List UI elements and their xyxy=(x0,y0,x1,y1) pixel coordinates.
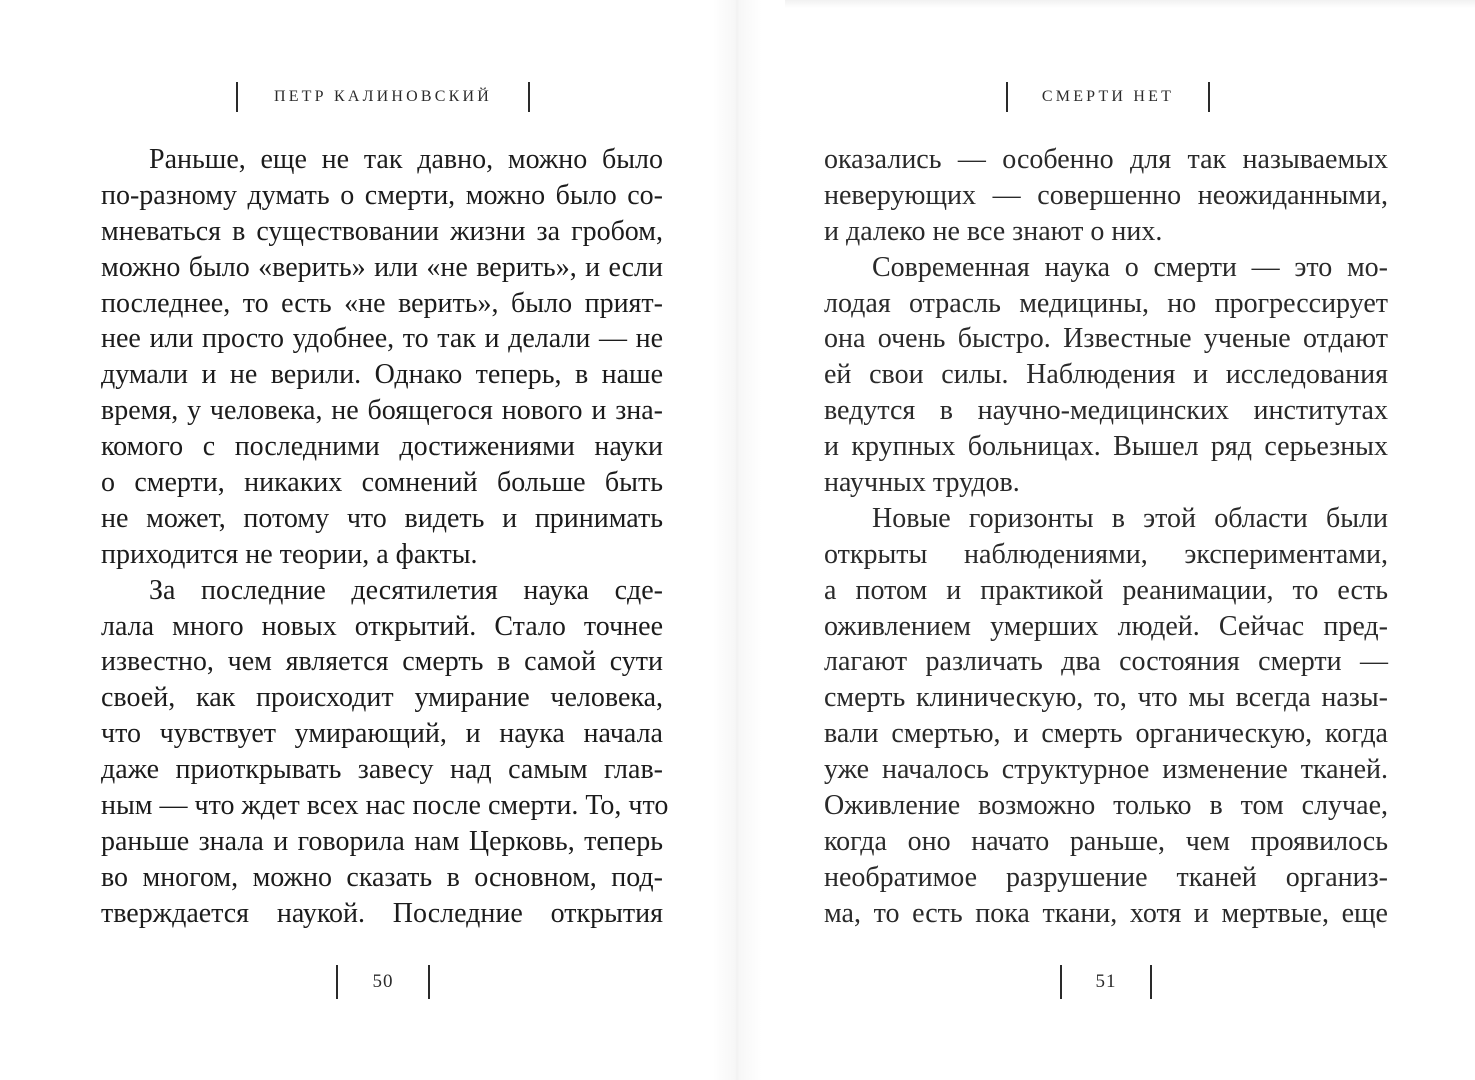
text-line: и далеко не все знают о них. xyxy=(824,215,1163,247)
text-line: уже началось структурное изменение тканей. xyxy=(824,754,1388,786)
text-line: Современная наука о смерти — это мо- xyxy=(872,251,1388,283)
text-line: она очень быстро. Известные ученые отдают xyxy=(824,323,1388,355)
text-line: время, у человека, не боящегося нового и зна- xyxy=(101,395,663,427)
text-line: что чувствует умирающий, и наука начала xyxy=(101,718,663,750)
ornament-bar xyxy=(1208,82,1210,112)
page-number xyxy=(1060,964,1152,1000)
text-line: оживлением умерших людей. Сейчас пред- xyxy=(824,610,1388,642)
text-line: ведутся в научно-медицинских институтах xyxy=(824,395,1388,427)
text-line: Раньше, еще не так давно, можно было xyxy=(149,144,663,175)
text-line: ма, то есть пока ткани, хотя и мертвые, еще xyxy=(824,897,1388,929)
text-line: по-разному думать о смерти, можно было со- xyxy=(101,179,663,211)
text-line: ным — что ждет всех нас после смерти. То, что xyxy=(101,790,669,822)
text-line: когда оно начато раньше, чем проявилось xyxy=(824,825,1388,857)
text-line: во многом, можно сказать в основном, под- xyxy=(101,861,663,893)
text-line: а потом и практикой реанимации, то есть xyxy=(824,574,1388,606)
text-line: раньше знала и говорила нам Церковь, теперь xyxy=(101,825,663,857)
text-line: лала много новых открытий. Стало точнее xyxy=(101,610,663,642)
running-head xyxy=(1006,80,1210,114)
text-line: открыты наблюдениями, экспериментами, xyxy=(824,538,1388,570)
page-number-value: 51 xyxy=(1095,971,1117,992)
left-page xyxy=(0,0,737,1080)
text-line: известно, чем является смерть в самой сути xyxy=(101,646,663,678)
text-line: Новые горизонты в этой области были xyxy=(872,502,1388,534)
text-line: нее или просто удобнее, то так и делали — не xyxy=(101,323,663,355)
text-line: не может, потому что видеть и принимать xyxy=(101,502,663,534)
text-line: думали и не верили. Однако теперь, в наше xyxy=(101,359,663,391)
page-number-value: 50 xyxy=(372,971,394,992)
text-line: лагают различать два состояния смерти — xyxy=(824,646,1388,678)
text-line: необратимое разрушение тканей организ- xyxy=(824,861,1388,893)
running-head-title: СМЕРТИ НЕТ xyxy=(1041,88,1175,105)
text-line: и крупных больницах. Вышел ряд серьезных xyxy=(824,431,1388,463)
text-line: научных трудов. xyxy=(824,467,1020,499)
right-page xyxy=(738,0,1475,1080)
text-line: можно было «верить» или «не верить», и если xyxy=(101,251,663,283)
body-text xyxy=(824,142,1388,932)
text-line: комого с последними достижениями науки xyxy=(101,431,663,463)
text-line: ей свои силы. Наблюдения и исследования xyxy=(824,359,1388,391)
text-line: оказались — особенно для так называемых xyxy=(824,144,1388,175)
ornament-bar xyxy=(528,82,530,112)
body-text xyxy=(101,142,669,932)
text-line: неверующих — совершенно неожиданными, xyxy=(824,179,1388,211)
running-head xyxy=(236,80,530,114)
text-line: своей, как происходит умирание человека, xyxy=(101,682,663,714)
text-line: тверждается наукой. Последние открытия xyxy=(101,897,663,929)
running-head-author: ПЕТР КАЛИНОВСКИЙ xyxy=(273,88,493,105)
text-line: приходится не теории, а факты. xyxy=(101,538,478,570)
text-line: о смерти, никаких сомнений больше быть xyxy=(101,467,663,499)
text-line: Оживление возможно только в том случае, xyxy=(824,790,1388,822)
text-line: вали смертью, и смерть органическую, когда xyxy=(824,718,1388,750)
ornament-bar xyxy=(236,82,238,112)
ornament-bar xyxy=(1006,82,1008,112)
page-number xyxy=(336,964,430,1000)
text-line: За последние десятилетия наука сде- xyxy=(149,574,663,606)
text-line: смерть клиническую, то, что мы всегда назы- xyxy=(824,682,1388,714)
text-line: даже приоткрывать завесу над самым глав- xyxy=(101,754,663,786)
ornament-bar xyxy=(428,965,430,999)
text-line: лодая отрасль медицины, но прогрессирует xyxy=(824,287,1388,319)
text-line: последнее, то есть «не верить», было прият- xyxy=(101,287,663,319)
ornament-bar xyxy=(1150,965,1152,999)
text-line: мневаться в существовании жизни за гробом, xyxy=(101,215,663,247)
